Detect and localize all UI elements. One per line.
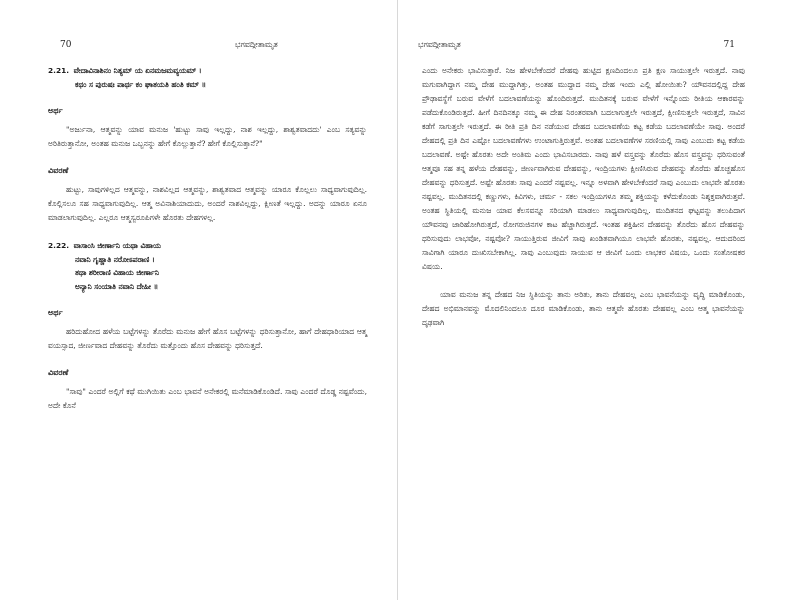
left-page (0, 0, 397, 600)
commentary-heading: ವಿವರಣೆ (48, 368, 69, 377)
body-paragraph: ಯಾವ ಮನುಜ ತನ್ನ ದೇಹದ ನಿಜ ಸ್ಥಿತಿಯನ್ನು ತಾನು ಅರಿತು, ತಾನು ದೇಹವಲ್ಲ ಎಂಬ ಭಾವನೆಯನ್ನು ವೃದ್ಧಿ ಮಾಡಿಕೊಂಡು, ದೇಹದ ಅಭಿಮಾನವನ್ನು ಮೊದಲಿನಿಂದಲೂ ದೂರ ಮಾಡಿಕೊಂಡು, ತಾನು ಆತ್ಮವೇ ಹೊರತು ದೇಹವಲ್ಲ ಎಂಬ ಆತ್ಮ ಭಾವನೆಯನ್ನು ದೃಢವಾಗಿ (422, 290, 745, 327)
commentary-heading: ವಿವರಣೆ (48, 166, 69, 175)
right-page-content (422, 64, 745, 330)
verse-2-21 (48, 64, 367, 91)
commentary-text: ಹುಟ್ಟು, ಸಾವುಗಳಿಲ್ಲದ ಆತ್ಮವನ್ನು, ನಾಶವಿಲ್ಲದ ಆತ್ಮವನ್ನು, ಶಾಶ್ವತವಾದ ಆತ್ಮವನ್ನು ಯಾರೂ ಕೊಲ್ಲಲು ಸಾಧ್ಯವಾಗುವುದಿಲ್ಲ. ಕೊಲ್ಲಿಸಲೂ ಸಹ ಸಾಧ್ಯವಾಗುವುದಿಲ್ಲ. ಆತ್ಮ ಅವಿನಾಶಿಯಾದುದು, ಅಂದರೆ ನಾಶವಿಲ್ಲದ್ದು, ಕ್ಷೀಣತೆ ಇಲ್ಲದ್ದು. ಅದನ್ನು ಯಾರೂ ಏನೂ ಮಾಡಲಾಗುವುದಿಲ್ಲ. ಎಲ್ಲರೂ ಆತ್ಮಸ್ವರೂಪಿಗಳೇ ಹೊರತು ದೇಹಗಳಲ್ಲ. (48, 185, 367, 222)
body-paragraph: ಎಂದು ಅನೇಕರು ಭಾವಿಸುತ್ತಾರೆ. ನಿಜ ಹೇಳಬೇಕೆಂದರೆ ದೇಹವು ಹುಟ್ಟಿದ ಕ್ಷಣದಿಂದಲೂ ಪ್ರತಿ ಕ್ಷಣ ಸಾಯುತ್ತಲೇ ಇರುತ್ತದೆ. ನಾವು ಮಗುವಾಗಿದ್ದಾಗ ನಮ್ಮ ದೇಹ ಮುದ್ದಾಗಿತ್ತು, ಅಂತಹ ಮುದ್ದಾದ ನಮ್ಮ ದೇಹ ಇಂದು ಎಲ್ಲಿ ಹೋಯಿತು? ಯೌವನದಲ್ಲಿದ್ದ ದೇಹ ಪ್ರೌಢಾವಸ್ಥೆಗೆ ಬರುವ ವೇಳೆಗೆ ಬದಲಾವಣೆಯನ್ನು ಹೊಂದಿರುತ್ತದೆ. ಮುದಿತನಕ್ಕೆ ಬರುವ ವೇಳೆಗೆ ಇನ್ನೊಂದು ರೀತಿಯ ಆಕಾರವನ್ನು ಪಡೆದುಕೊಂಡಿರುತ್ತದೆ. ಹೀಗೆ ದಿನದಿನಕ್ಕೂ ನಮ್ಮ ಈ ದೇಹ ನಿರಂತರವಾಗಿ ಬದಲಾಗುತ್ತಲೇ ಇರುತ್ತದೆ, ಕ್ಷೀಣಿಸುತ್ತಲೇ ಇರುತ್ತದೆ, ಸಾವಿನ ಕಡೆಗೆ ಸಾಗುತ್ತಲೇ ಇರುತ್ತದೆ. ಈ ರೀತಿ ಪ್ರತಿ ದಿನ ನಡೆಯುವ ದೇಹದ ಬದಲಾವಣೆಯ ಕಟ್ಟ ಕಡೆಯ ಬದಲಾವಣೆಯೇ ಸಾವು. ಅಂದರೆ ದೇಹದಲ್ಲಿ ಪ್ರತಿ ದಿನ ಎಷ್ಟೋ ಬದಲಾವಣೆಗಳು ಉಂಟಾಗುತ್ತಿರುತ್ತವೆ. ಅಂತಹ ಬದಲಾವಣೆಗಳ ಸರಣಿಯಲ್ಲಿ ಸಾವು ಎಂಬುದು ಕಟ್ಟ ಕಡೆಯ ಬದಲಾವಣೆ. ಅಷ್ಟೇ ಹೊರತು ಅದೇ ಅಂತಿಮ ಎಂದು ಭಾವಿಸಬಾರದು. ನಾವು ಹಳೆ ವಸ್ತ್ರವನ್ನು ತೊರೆದು ಹೊಸ ವಸ್ತ್ರವನ್ನು ಧರಿಸುವಂತೆ ಆತ್ಮವೂ ಸಹ ತನ್ನ ಹಳೆಯ ದೇಹವನ್ನು, ಜೀರ್ಣವಾಗಿರುವ ದೇಹವನ್ನು, ಇಂದ್ರಿಯಗಳು ಕ್ಷೀಣಿಸಿರುವ ದೇಹವನ್ನು ತೊರೆದು ಹೊಚ್ಚಹೊಸ ದೇಹವನ್ನು ಧರಿಸುತ್ತದೆ. ಅಷ್ಟೇ ಹೊರತು ಸಾವು ಎಂದರೆ ನಷ್ಟವಲ್ಲ. ಇನ್ನೂ ಅಳವಾಗಿ ಹೇಳಬೇಕೆಂದರೆ ಸಾವು ಎಂಬುದು ಲಾಭವೇ ಹೊರತು ನಷ್ಟವಲ್ಲ. ಮುದಿತನದಲ್ಲಿ ಕಣ್ಣುಗಳು, ಕಿವಿಗಳು, ಚರ್ಮ - ಸಕಲ ಇಂದ್ರಿಯಗಳೂ ತಮ್ಮ ಶಕ್ತಿಯನ್ನು ಕಳೆದುಕೊಂಡು ನಿಶ್ಶಕ್ತವಾಗಿರುತ್ತವೆ. ಅಂತಹ ಸ್ಥಿತಿಯಲ್ಲಿ ಮನುಜ ಯಾವ ಕೆಲಸವನ್ನೂ ಸರಿಯಾಗಿ ಮಾಡಲು ಸಾಧ್ಯವಾಗುವುದಿಲ್ಲ. ಮುದಿತನದ ಘಟ್ಟವನ್ನು ತಲುಪಿದಾಗ ಯೌವನವು ಜಾರಿಹೋಗಿರುತ್ತದೆ, ರೋಗರುಜಿನಗಳ ಕಾಟ ಹೆಚ್ಚಾಗಿರುತ್ತದೆ. ಇಂತಹ ಶಕ್ತಿಹೀನ ದೇಹವನ್ನು ತೊರೆದು ಹೊಸ ದೇಹವನ್ನು ಧರಿಸುವುದು ಲಾಭವೋ, ನಷ್ಟವೋ? ಸಾಯುತ್ತಿರುವ ಜೀವಿಗೆ ಸಾವು ಖಂಡಿತವಾಗಿಯೂ ಲಾಭವೇ ಹೊರತು, ನಷ್ಟವಲ್ಲ. ಆದುದರಿಂದ ಸಾವಿಗಾಗಿ ಯಾರೂ ದುಃಖಿಸಬೇಕಾಗಿಲ್ಲ. ಸಾವು ಎಂಬುವುದು ಸಾಯುವ ಆ ಜೀವಿಗೆ ಒಂದು ಲಾಭಕರ ವಿಷಯ, ಒಂದು ಸಂತೋಷಕರ ವಿಷಯ. (422, 66, 745, 271)
verse-number: 2.22. (48, 241, 70, 250)
running-title-right: ಭಗವದ್ಗೀತಾಮೃತ (418, 40, 461, 49)
commentary-text: "ಸಾವು" ಎಂದರೆ ಅಲ್ಲಿಗೆ ಕಥೆ ಮುಗಿಯಿತು ಎಂಬ ಭಾವನೆ ಅನೇಕರಲ್ಲಿ ಮನೆಮಾಡಿಕೊಂಡಿದೆ. ಸಾವು ಎಂದರೆ ದೊಡ್ಡ ನಷ್ಟವೆಂದು, ಅದೇ ಕೊನೆ (48, 387, 367, 410)
page-number-right: 71 (723, 40, 735, 50)
verse-2-22 (48, 239, 367, 293)
verse-2-21-line2: ಕಥಂ ಸ ಪುರುಷಃ ಪಾರ್ಥ ಕಂ ಘಾತಯತಿ ಹಂತಿ ಕಮ್ ॥ (75, 79, 207, 89)
meaning-text: ಹರಿದುಹೋದ ಹಳೆಯ ಬಟ್ಟೆಗಳನ್ನು ತೊರೆದು ಮನುಜ ಹೇಗೆ ಹೊಸ ಬಟ್ಟೆಗಳನ್ನು ಧರಿಸುತ್ತಾನೋ, ಹಾಗೆ ದೇಹಧಾರಿಯಾದ ಆತ್ಮ ವಯಸ್ಸಾದ, ಜೀರ್ಣವಾದ ದೇಹವನ್ನು ತೊರೆದು ಮತ್ತೊಂದು ಹೊಸ ದೇಹವನ್ನು ಧರಿಸುತ್ತದೆ. (48, 327, 367, 350)
verse-text: ವಾಸಾಂಸಿ ಜೀರ್ಣಾನಿ ಯಥಾ ವಿಹಾಯ (73, 241, 161, 250)
verse-text: ವೇದಾವಿನಾಶಿನಂ ನಿತ್ಯಮ್ ಯ ಏನಮಜಮವ್ಯಯಮ್ । (73, 66, 202, 75)
running-title-left: ಭಗವದ್ಗೀತಾಮೃತ (235, 40, 278, 49)
page-number-left: 70 (60, 40, 72, 50)
verse-2-22-line2: ನವಾನಿ ಗೃಹ್ಣಾತಿ ನರೋಽಪರಾಣಿ । (75, 254, 155, 264)
paragraph-spacer (422, 274, 745, 288)
verse-2-22-line1 (48, 239, 367, 253)
section-spacer (48, 225, 367, 239)
verse-2-22-line4: ಅನ್ಯಾನಿ ಸಂಯಾತಿ ನವಾನಿ ದೇಹೀ ॥ (75, 281, 159, 291)
verse-2-22-line3: ತಥಾ ಶರೀರಾಣಿ ವಿಹಾಯ ಜೀರ್ಣಾನಿ (75, 268, 159, 277)
meaning-heading: ಅರ್ಥ (48, 106, 63, 115)
meaning-heading: ಅರ್ಥ (48, 308, 63, 317)
verse-number: 2.21. (48, 66, 70, 75)
meaning-text: "ಅರ್ಜುನಾ, ಆತ್ಮವನ್ನು ಯಾವ ಮನುಜ 'ಹುಟ್ಟು ಸಾವು ಇಲ್ಲದ್ದು, ನಾಶ ಇಲ್ಲದ್ದು, ಶಾಶ್ವತವಾದದು' ಎಂಬ ಸತ್ಯವನ್ನು ಅರಿತಿರುತ್ತಾನೋ, ಅಂತಹ ಮನುಜ ಒಬ್ಬನನ್ನು ಹೇಗೆ ಕೊಲ್ಲುತ್ತಾನೆ? ಹೇಗೆ ಕೊಲ್ಲಿಸುತ್ತಾನೆ?" (48, 125, 367, 148)
right-page (398, 0, 795, 600)
verse-2-21-line1 (48, 64, 367, 78)
left-page-content (48, 64, 367, 413)
